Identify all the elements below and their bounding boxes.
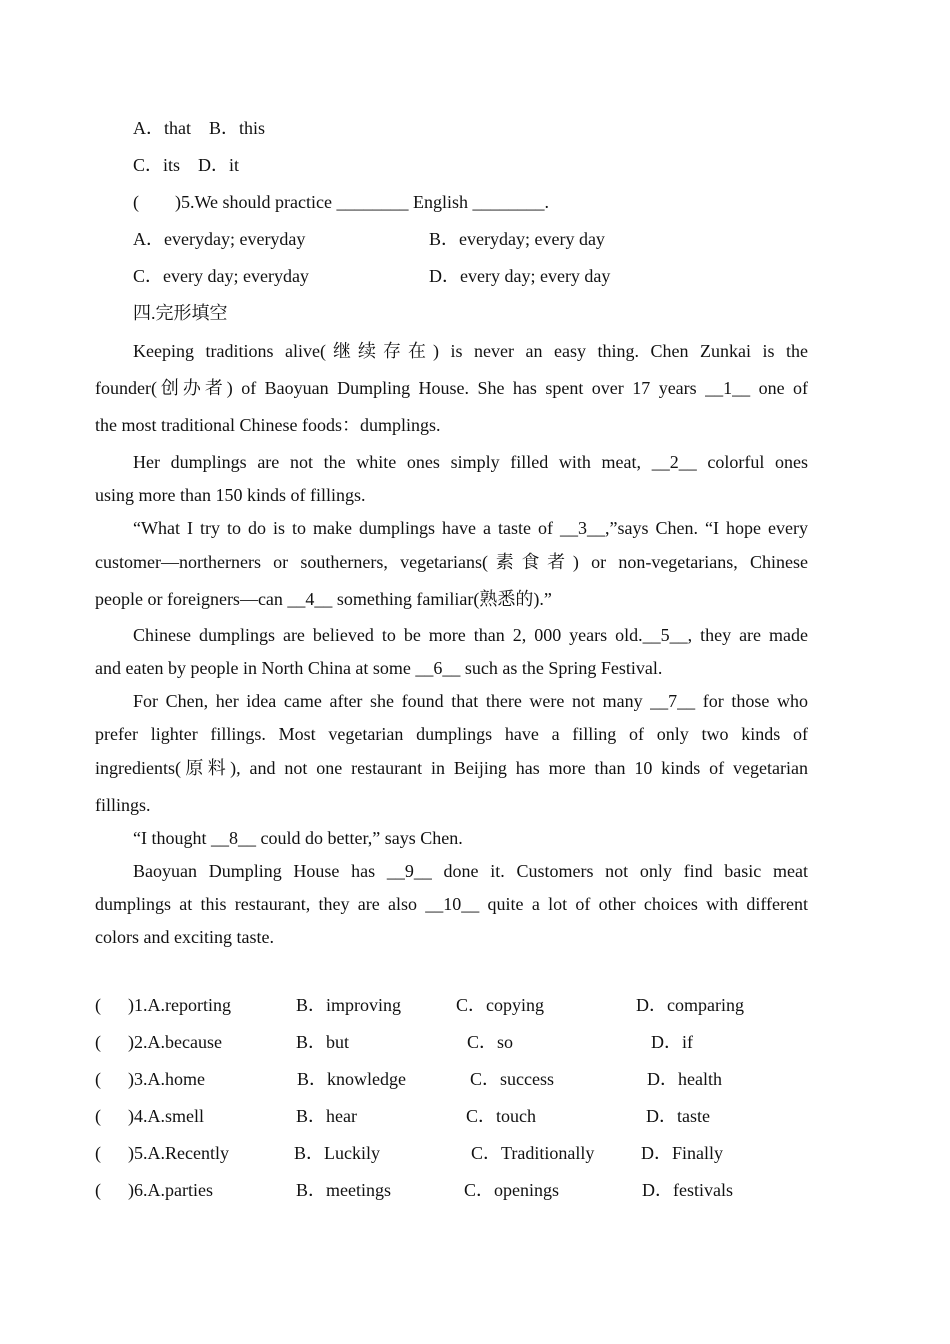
- option-c: C．copying: [456, 995, 544, 1015]
- passage-p7-line-3: colors and exciting taste.: [95, 927, 274, 947]
- passage-p5-line-4: fillings.: [95, 795, 151, 815]
- question-number: ( )5.A.Recently: [95, 1143, 229, 1163]
- q4-options-line-2: C．its D．it: [133, 155, 240, 175]
- option-d: D．taste: [646, 1106, 710, 1126]
- q4-options-line-1: A．that B．this: [133, 118, 266, 138]
- option-d: D．festivals: [642, 1180, 733, 1200]
- passage-p3-line-2: customer—northerners or southerners, vegetarians(素食者) or non-vegetarians, Chinese: [95, 552, 808, 572]
- option-d: D．health: [647, 1069, 722, 1089]
- option-c: C．Traditionally: [471, 1143, 595, 1163]
- option-c: C．touch: [466, 1106, 536, 1126]
- option-b: B．but: [296, 1032, 350, 1052]
- passage-p1-line-1: Keeping traditions alive(继续存在) is never an easy thing. Chen Zunkai is the: [133, 341, 808, 361]
- q5-option-c: C．every day; everyday: [133, 266, 309, 286]
- passage-p6-line-1: “I thought __8__ could do better,” says Chen.: [133, 828, 463, 848]
- passage-p3-line-1: “What I try to do is to make dumplings have a taste of __3__,”says Chen. “I hope every: [133, 518, 808, 538]
- passage-p2-line-1: Her dumplings are not the white ones simply filled with meat, __2__ colorful ones: [133, 452, 808, 472]
- option-b: B．improving: [296, 995, 402, 1015]
- passage-p4-line-1: Chinese dumplings are believed to be more than 2, 000 years old.__5__, they are made: [133, 625, 808, 645]
- question-number: ( )2.A.because: [95, 1032, 222, 1052]
- passage-p7-line-1: Baoyuan Dumpling House has __9__ done it. Customers not only find basic meat: [133, 861, 808, 881]
- passage-p4-line-2: and eaten by people in North China at some __6__ such as the Spring Festival.: [95, 658, 663, 678]
- option-b: B．meetings: [296, 1180, 391, 1200]
- option-c: C．openings: [464, 1180, 560, 1200]
- passage-p5-line-1: For Chen, her idea came after she found that there were not many __7__ for those who: [133, 691, 808, 711]
- passage-p5-line-3: ingredients(原料), and not one restaurant in Beijing has more than 10 kinds of vegetarian: [95, 758, 808, 778]
- option-d: D．if: [651, 1032, 693, 1052]
- passage-p7-line-2: dumplings at this restaurant, they are also __10__ quite a lot of other choices with different: [95, 894, 808, 914]
- option-c: C．so: [467, 1032, 514, 1052]
- passage-p2-line-2: using more than 150 kinds of fillings.: [95, 485, 366, 505]
- passage-p1-line-2: founder(创办者) of Baoyuan Dumpling House. She has spent over 17 years __1__ one of: [95, 378, 808, 398]
- q5-stem: ( )5.We should practice ________ English ________.: [133, 192, 549, 212]
- q5-option-d: D．every day; every day: [429, 266, 611, 286]
- passage-p3-line-3: people or foreigners—can __4__ something familiar(熟悉的).”: [95, 589, 552, 609]
- question-number: ( )4.A.smell: [95, 1106, 204, 1126]
- passage-p5-line-2: prefer lighter fillings. Most vegetarian dumplings have a filling of only two kinds of: [95, 724, 808, 744]
- passage-p1-line-3: the most traditional Chinese foods：dumplings.: [95, 415, 441, 435]
- q5-option-a: A．everyday; everyday: [133, 229, 306, 249]
- section-title: 四.完形填空: [133, 303, 228, 323]
- option-b: B．knowledge: [297, 1069, 406, 1089]
- option-c: C．success: [470, 1069, 554, 1089]
- option-d: D．Finally: [641, 1143, 724, 1163]
- q5-option-b: B．everyday; every day: [429, 229, 605, 249]
- question-number: ( )6.A.parties: [95, 1180, 213, 1200]
- option-b: B．Luckily: [294, 1143, 380, 1163]
- option-d: D．comparing: [636, 995, 744, 1015]
- question-number: ( )3.A.home: [95, 1069, 205, 1089]
- option-b: B．hear: [296, 1106, 357, 1126]
- question-number: ( )1.A.reporting: [95, 995, 231, 1015]
